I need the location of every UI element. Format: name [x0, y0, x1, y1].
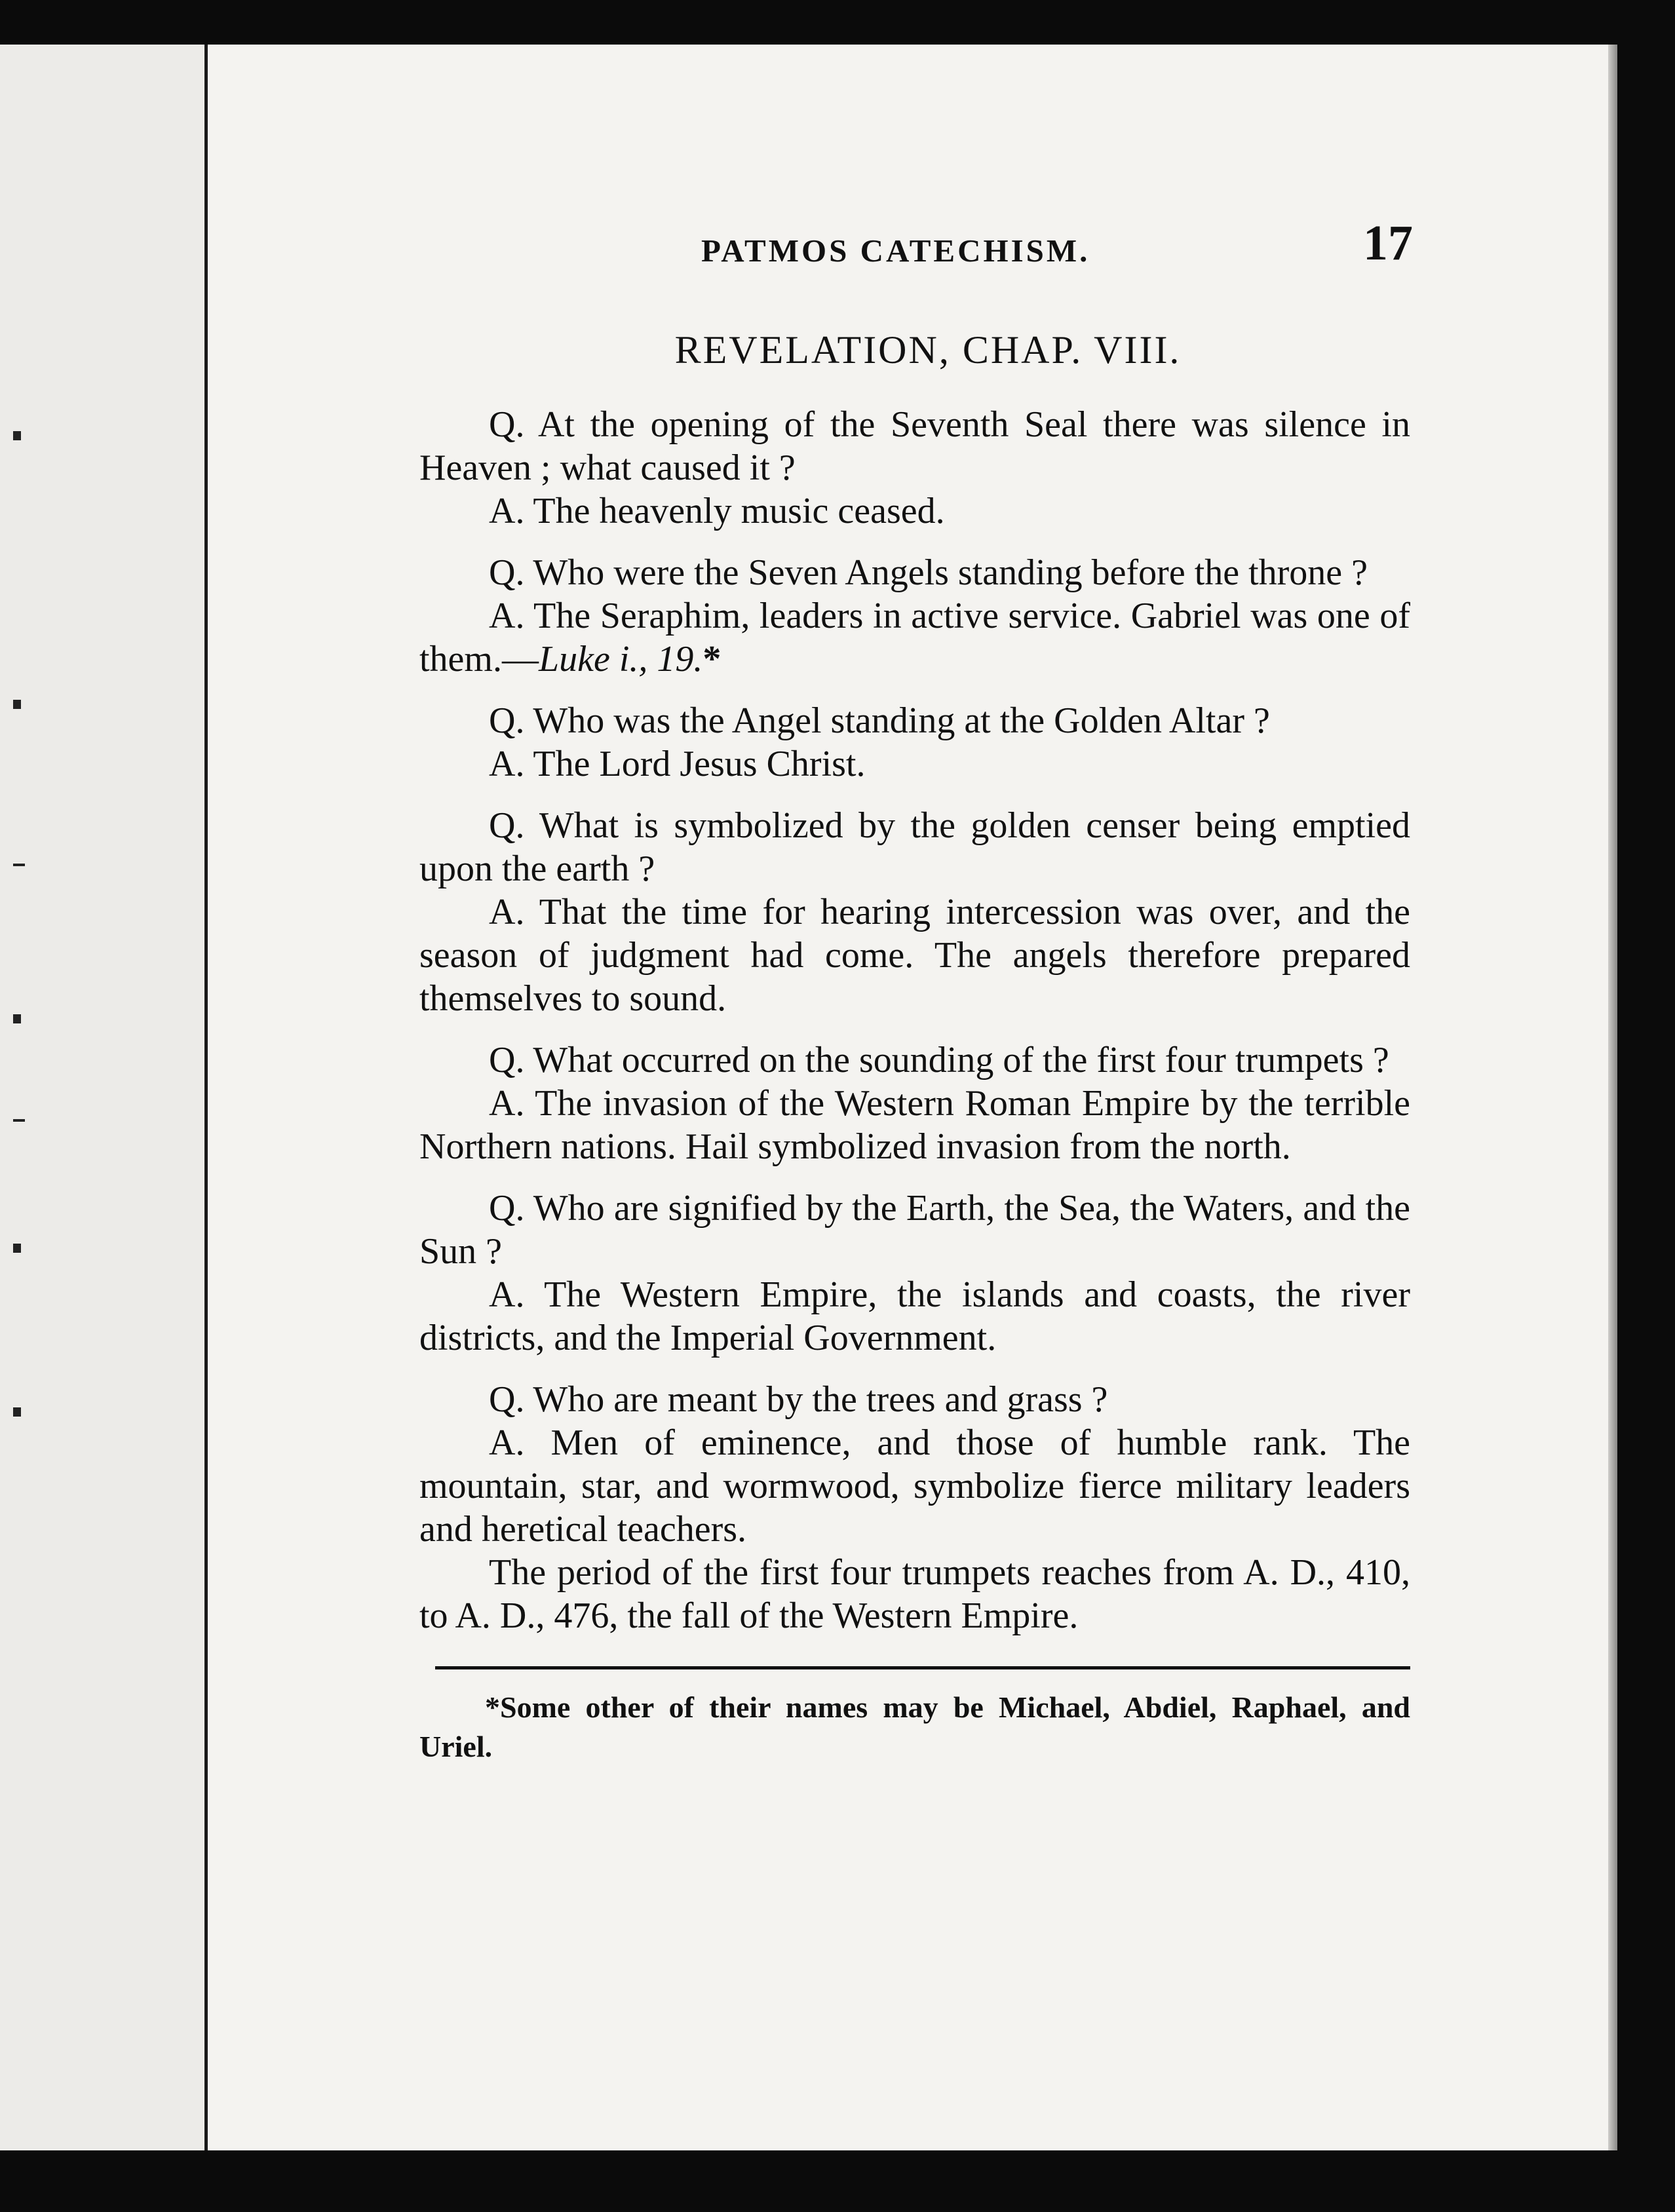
chapter-heading: REVELATION, CHAP. VIII.	[674, 328, 1182, 372]
bleed-mark	[13, 700, 21, 709]
gutter-line	[204, 45, 208, 2150]
qa-item	[419, 551, 1410, 681]
running-head	[419, 176, 1413, 271]
footnote-rule	[435, 1666, 1410, 1669]
footnote: *Some other of their names may be Michael, Abdiel, Raphael, and Uriel.	[419, 1690, 1410, 1763]
qa-item	[419, 699, 1410, 786]
bleed-mark	[13, 431, 21, 440]
qa-item	[419, 1378, 1410, 1551]
text-column	[419, 176, 1413, 1766]
qa-item	[419, 1187, 1410, 1360]
answer: A. The Western Empire, the islands and coasts, the river districts, and the Imperial Government.	[419, 1274, 1410, 1358]
answer: A. The Lord Jesus Christ.	[489, 744, 866, 784]
answer: A. Men of eminence, and those of humble rank. The mountain, star, and wormwood, symbolize fierce military leaders and heretical teachers.	[419, 1422, 1410, 1550]
answer: A. That the time for hearing intercession was over, and the season of judgment had come. The angels therefore prepared themselves to sound.	[419, 892, 1410, 1019]
bleed-mark	[13, 864, 25, 866]
closing-paragraph	[419, 1551, 1410, 1637]
previous-page-edge	[0, 45, 204, 2150]
qa-item	[419, 1039, 1410, 1168]
bleed-mark	[13, 1407, 21, 1417]
question: Q. What is symbolized by the golden censer being emptied upon the earth ?	[419, 805, 1410, 889]
answer: A. The heavenly music ceased.	[489, 491, 945, 531]
bleed-mark	[13, 1119, 25, 1122]
closing-paragraph-text: The period of the first four trumpets reaches from A. D., 410, to A. D., 476, the fall of the Western Empire.	[419, 1552, 1410, 1636]
book-page	[0, 45, 1617, 2150]
answer: A. The invasion of the Western Roman Empire by the terrible Northern nations. Hail symbolized invasion from the north.	[419, 1083, 1410, 1167]
question: Q. Who are meant by the trees and grass ?	[489, 1379, 1108, 1420]
question: Q. At the opening of the Seventh Seal there was silence in Heaven ; what caused it ?	[419, 404, 1410, 488]
question: Q. What occurred on the sounding of the first four trumpets ?	[489, 1040, 1389, 1080]
bleed-mark	[13, 1014, 21, 1023]
page-edge-shadow	[1608, 45, 1617, 2150]
page-number: 17	[1363, 216, 1413, 271]
question: Q. Who were the Seven Angels standing before the throne ?	[489, 552, 1368, 593]
qa-item	[419, 804, 1410, 1020]
bleed-mark	[13, 1244, 21, 1253]
footnote-marker: *	[703, 639, 722, 679]
question: Q. Who are signified by the Earth, the Sea, the Waters, and the Sun ?	[419, 1188, 1410, 1272]
answer-text: A. The Seraphim, leaders in active service. Gabriel was one of them.—	[419, 596, 1410, 679]
qa-item	[419, 403, 1410, 533]
answer	[419, 594, 1410, 681]
question: Q. Who was the Angel standing at the Golden Altar ?	[489, 700, 1270, 741]
running-title: PATMOS CATECHISM.	[701, 233, 1090, 269]
scripture-citation: Luke i., 19.	[538, 639, 703, 679]
